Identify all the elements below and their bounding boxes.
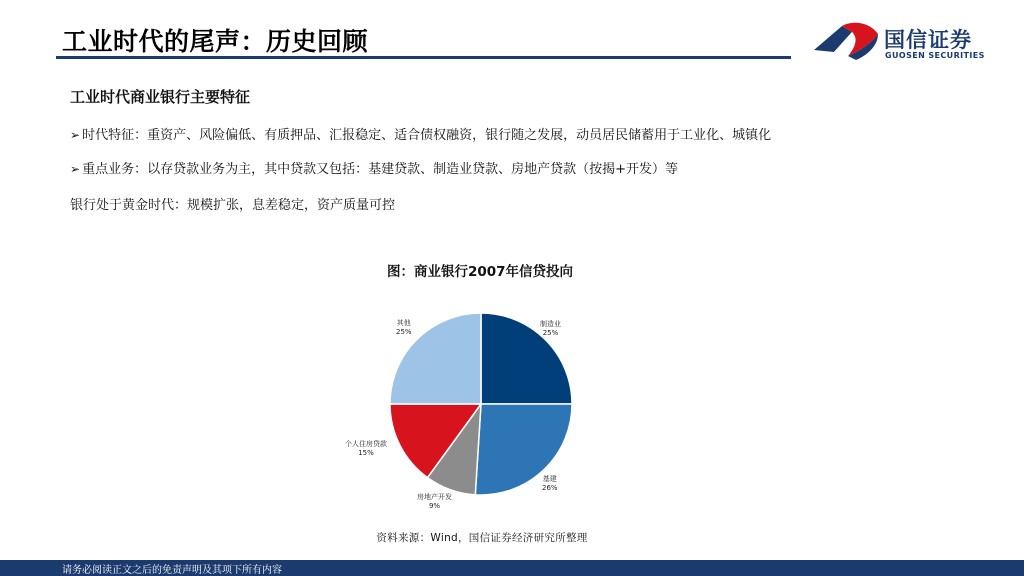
footer-bar <box>0 560 1024 576</box>
slice-percent: 15% <box>358 449 374 457</box>
arrow-bullet-icon: ➢ <box>70 128 81 142</box>
pie-label-real-estate <box>417 493 452 511</box>
logo-english-name: GUOSEN SECURITIES <box>885 51 985 60</box>
slice-name: 制造业 <box>540 320 561 328</box>
page-title: 工业时代的尾声：历史回顾 <box>62 27 369 56</box>
pie-label-other <box>396 319 412 337</box>
slice-percent: 9% <box>428 502 441 510</box>
arrow-bullet-icon: ➢ <box>70 162 81 176</box>
logo-chinese-name: 国信证券 <box>884 28 972 52</box>
slice-percent: 26% <box>542 484 558 492</box>
footer-disclaimer: 请务必阅读正文之后的免责声明及其项下所有内容 <box>62 565 282 576</box>
slice-percent: 25% <box>396 328 412 336</box>
section-subheading: 工业时代商业银行主要特征 <box>70 88 251 106</box>
pie-label-mortgage <box>345 440 387 458</box>
slice-name: 其他 <box>396 319 411 327</box>
bullet-text: 重点业务：以存贷款业务为主，其中贷款又包括：基建贷款、制造业贷款、房地产贷款（按揭+开发）等 <box>82 162 678 177</box>
chart-source: 资料来源：Wind，国信证券经济研究所整理 <box>376 532 588 544</box>
bullet-text: 时代特征：重资产、风险偏低、有质押品、汇报稳定、适合债权融资，银行随之发展，动员居民储蓄用于工业化、城镇化 <box>82 128 772 143</box>
golden-age-line: 银行处于黄金时代：规模扩张，息差稳定，资产质量可控 <box>70 198 396 213</box>
pie-label-infrastructure <box>542 475 558 493</box>
slice-name: 基建 <box>542 475 557 483</box>
pie-label-manufacturing <box>540 320 561 338</box>
slice-name: 个人住房贷款 <box>345 440 387 448</box>
chart-title: 图：商业银行2007年信贷投向 <box>386 264 574 280</box>
slice-name: 房地产开发 <box>417 493 452 501</box>
slice-percent: 25% <box>542 329 559 337</box>
